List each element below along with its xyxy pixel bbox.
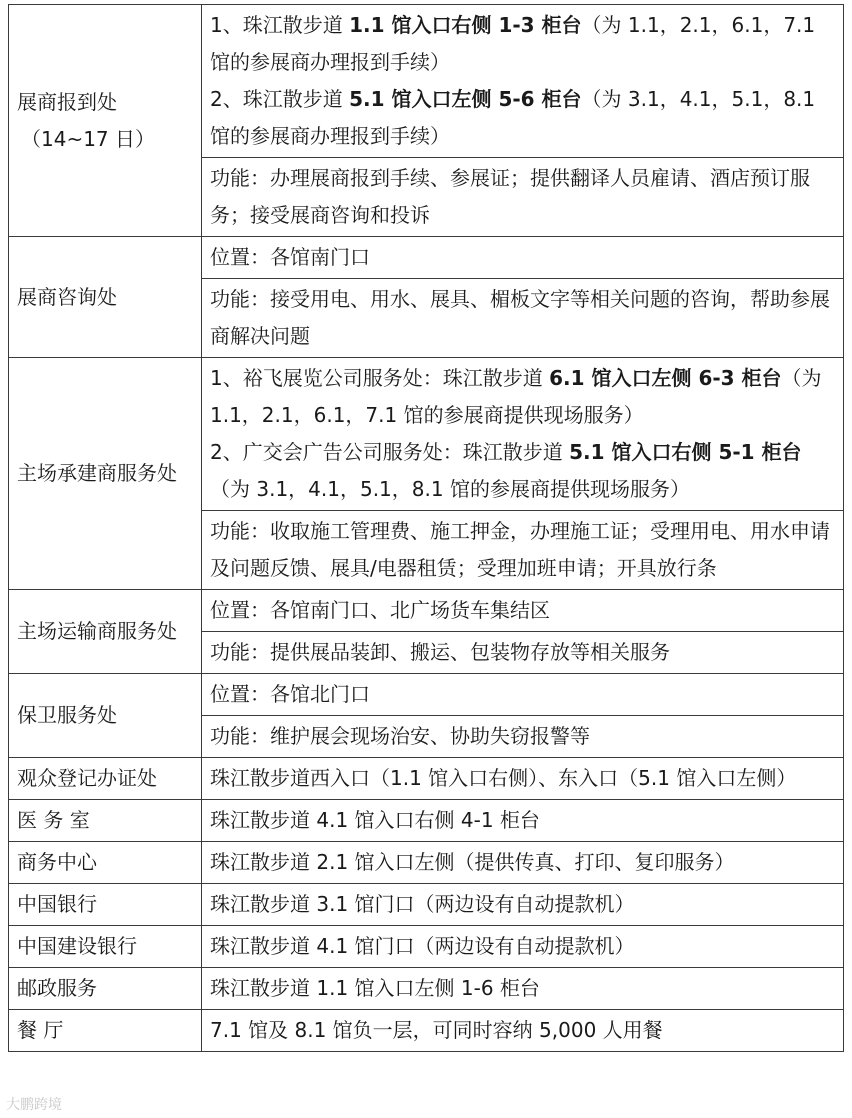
row-transport xyxy=(9,590,844,632)
watermark: 大鹏跨境 xyxy=(6,1097,62,1113)
row-contractor xyxy=(9,358,844,511)
label-registration xyxy=(9,5,202,237)
label-dates: （14~17 日） xyxy=(21,126,156,151)
contractor-line-1: 1、裕飞展览公司服务处：珠江散步道 6.1 馆入口左侧 6-3 柜台（为 1.1，2.1，6.1，7.1 馆的参展商提供现场服务） xyxy=(210,366,822,427)
registration-function: 功能：办理展商报到手续、参展证；提供翻译人员雇请、酒店预订服务；接受展商咨询和投诉 xyxy=(202,158,844,237)
label-restaurant: 餐 厅 xyxy=(9,1010,202,1052)
row-security xyxy=(9,674,844,716)
registration-locations xyxy=(202,5,844,158)
contractor-function: 功能：收取施工管理费、施工押金，办理施工证；受理用电、用水申请及问题反馈、展具/电器租赁；受理加班申请；开具放行条 xyxy=(202,511,844,590)
registration-line-2: 2、珠江散步道 5.1 馆入口左侧 5-6 柜台（为 3.1，4.1，5.1，8.1 馆的参展商办理报到手续） xyxy=(210,87,816,148)
label-medical: 医 务 室 xyxy=(9,800,202,842)
row-boc xyxy=(9,884,844,926)
row-registration xyxy=(9,5,844,158)
service-info-table xyxy=(8,4,844,1052)
transport-function: 功能：提供展品装卸、搬运、包装物存放等相关服务 xyxy=(202,632,844,674)
medical-value: 珠江散步道 4.1 馆入口右侧 4-1 柜台 xyxy=(202,800,844,842)
row-post xyxy=(9,968,844,1010)
row-business xyxy=(9,842,844,884)
label-transport: 主场运输商服务处 xyxy=(9,590,202,674)
registration-line-1: 1、珠江散步道 1.1 馆入口右侧 1-3 柜台（为 1.1，2.1，6.1，7.1 馆的参展商办理报到手续） xyxy=(210,13,816,74)
boc-value: 珠江散步道 3.1 馆门口（两边设有自动提款机） xyxy=(202,884,844,926)
security-function: 功能：维护展会现场治安、协助失窃报警等 xyxy=(202,716,844,758)
ccb-value: 珠江散步道 4.1 馆门口（两边设有自动提款机） xyxy=(202,926,844,968)
restaurant-value: 7.1 馆及 8.1 馆负一层，可同时容纳 5,000 人用餐 xyxy=(202,1010,844,1052)
label-security: 保卫服务处 xyxy=(9,674,202,758)
inquiry-function: 功能：接受用电、用水、展具、楣板文字等相关问题的咨询，帮助参展商解决问题 xyxy=(202,279,844,358)
label-post: 邮政服务 xyxy=(9,968,202,1010)
row-restaurant xyxy=(9,1010,844,1052)
transport-location: 位置：各馆南门口、北广场货车集结区 xyxy=(202,590,844,632)
row-ccb xyxy=(9,926,844,968)
label-contractor: 主场承建商服务处 xyxy=(9,358,202,590)
contractor-locations xyxy=(202,358,844,511)
inquiry-location: 位置：各馆南门口 xyxy=(202,237,844,279)
label-business: 商务中心 xyxy=(9,842,202,884)
security-location: 位置：各馆北门口 xyxy=(202,674,844,716)
label-visitor: 观众登记办证处 xyxy=(9,758,202,800)
label-inquiry: 展商咨询处 xyxy=(9,237,202,358)
visitor-value: 珠江散步道西入口（1.1 馆入口右侧）、东入口（5.1 馆入口左侧） xyxy=(202,758,844,800)
contractor-line-2: 2、广交会广告公司服务处：珠江散步道 5.1 馆入口右侧 5-1 柜台（为 3.1，4.1，5.1，8.1 馆的参展商提供现场服务） xyxy=(210,440,802,501)
row-medical xyxy=(9,800,844,842)
row-visitor xyxy=(9,758,844,800)
label-boc: 中国银行 xyxy=(9,884,202,926)
post-value: 珠江散步道 1.1 馆入口左侧 1-6 柜台 xyxy=(202,968,844,1010)
business-value: 珠江散步道 2.1 馆入口左侧（提供传真、打印、复印服务） xyxy=(202,842,844,884)
row-inquiry xyxy=(9,237,844,279)
label-ccb: 中国建设银行 xyxy=(9,926,202,968)
label-text: 展商报到处 xyxy=(17,89,117,114)
